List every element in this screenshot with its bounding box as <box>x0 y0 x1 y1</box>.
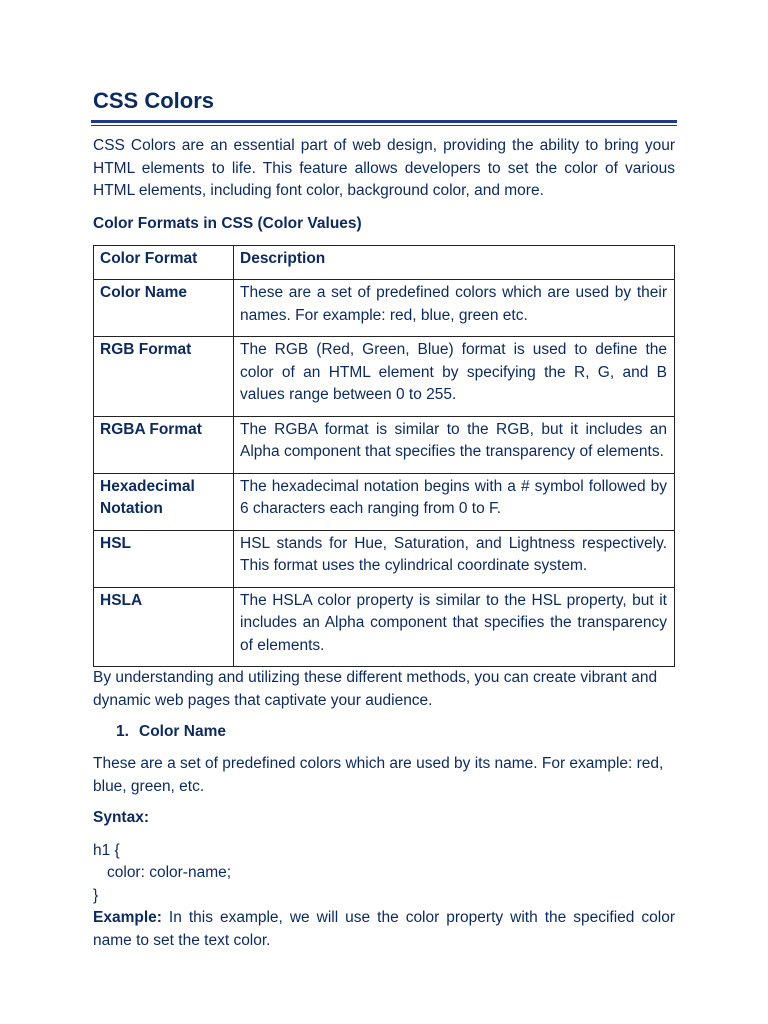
format-cell: RGB Format <box>94 337 234 417</box>
section-title: Color Name <box>139 723 226 740</box>
intro-paragraph: CSS Colors are an essential part of web design, providing the ability to bring your HTML elements to life. This feature allows developers to set the color of various HTML elements, including font color, background color, and more. <box>93 137 675 199</box>
format-cell: RGBA Format <box>94 416 234 473</box>
header-color-format: Color Format <box>94 245 234 280</box>
table-header-row <box>94 245 675 280</box>
color-formats-table <box>93 245 675 668</box>
list-number: 1. <box>116 723 129 740</box>
description-cell: HSL stands for Hue, Saturation, and Lightness respectively. This format uses the cylindrical coordinate system. <box>234 530 675 587</box>
table-row <box>94 587 675 667</box>
code-line: h1 { <box>93 841 120 859</box>
example-paragraph <box>93 907 675 952</box>
summary-paragraph: By understanding and utilizing these different methods, you can create vibrant and dynamic web pages that captivate your audience. <box>93 669 658 709</box>
code-line: color: color-name; <box>107 864 232 881</box>
format-cell: HSL <box>94 530 234 587</box>
example-label: Example: <box>93 909 162 926</box>
table-row <box>94 337 675 417</box>
title-underline <box>91 120 677 126</box>
syntax-code-block <box>93 840 675 908</box>
table-row <box>94 473 675 530</box>
description-cell: The RGBA format is similar to the RGB, but it includes an Alpha component that specifies the transparency of elements. <box>234 416 675 473</box>
table-row <box>94 416 675 473</box>
format-cell: Hexadecimal Notation <box>94 473 234 530</box>
description-cell: The RGB (Red, Green, Blue) format is used to define the color of an HTML element by specifying the R, G, and B values range between 0 to 255. <box>234 337 675 417</box>
format-cell: HSLA <box>94 587 234 667</box>
format-cell: Color Name <box>94 280 234 337</box>
code-line: } <box>93 886 99 904</box>
page-title: CSS Colors <box>93 88 215 113</box>
formats-heading: Color Formats in CSS (Color Values) <box>93 214 362 232</box>
example-text: In this example, we will use the color property with the specified color name to set the text color. <box>93 909 675 949</box>
description-cell: The HSLA color property is similar to the HSL property, but it includes an Alpha component that specifies the transparency of elements. <box>234 587 675 667</box>
header-description: Description <box>234 245 675 280</box>
description-cell: These are a set of predefined colors which are used by their names. For example: red, blue, green etc. <box>234 280 675 337</box>
table-row <box>94 530 675 587</box>
document-page <box>93 86 675 952</box>
syntax-label: Syntax: <box>93 809 149 826</box>
table-row <box>94 280 675 337</box>
description-cell: The hexadecimal notation begins with a # symbol followed by 6 characters each ranging from 0 to F. <box>234 473 675 530</box>
section-heading-color-name <box>116 721 675 743</box>
section-description: These are a set of predefined colors which are used by its name. For example: red, blue, green, etc. <box>93 755 664 795</box>
